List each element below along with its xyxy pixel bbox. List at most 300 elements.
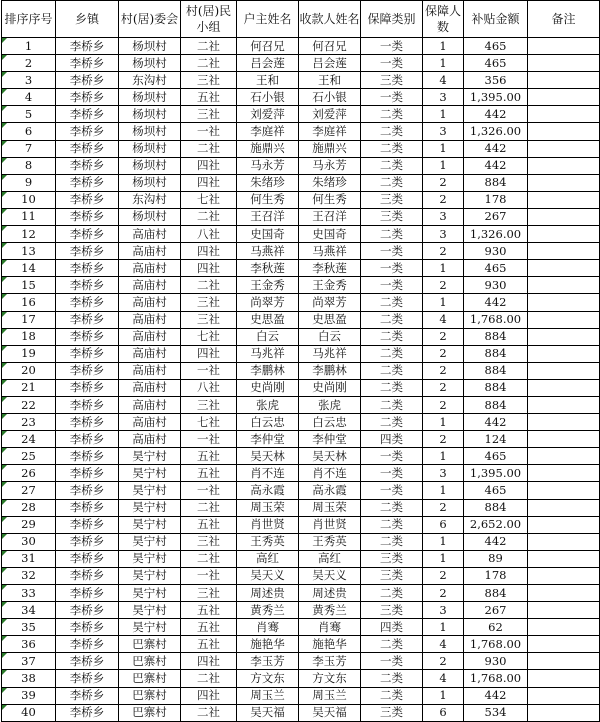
cell-township: 李桥乡: [56, 345, 119, 362]
cell-payee: 王金秀: [299, 277, 361, 294]
header-col-group: 村(居)民小组: [181, 1, 237, 38]
cell-township: 李桥乡: [56, 465, 119, 482]
cell-group: 二社: [181, 38, 237, 55]
cell-group: 五社: [181, 448, 237, 465]
cell-group: 二社: [181, 140, 237, 157]
cell-group: 三社: [181, 396, 237, 413]
cell-payee: 王秀英: [299, 533, 361, 550]
cell-amount: 534: [464, 704, 528, 721]
header-col-amount: 补贴金额: [464, 1, 528, 38]
cell-payee: 王召洋: [299, 208, 361, 225]
cell-village: 高庙村: [119, 362, 181, 379]
cell-group: 一社: [181, 567, 237, 584]
cell-amount: 884: [464, 499, 528, 516]
subsidy-table: [1, 0, 600, 722]
cell-count: 1: [423, 687, 464, 704]
cell-count: 1: [423, 294, 464, 311]
cell-seq: 5: [2, 106, 56, 123]
cell-category: 二类: [361, 123, 423, 140]
cell-count: 1: [423, 533, 464, 550]
cell-township: 李桥乡: [56, 328, 119, 345]
cell-group: 二社: [181, 704, 237, 721]
cell-village: 高庙村: [119, 260, 181, 277]
cell-amount: 89: [464, 550, 528, 567]
cell-seq: 17: [2, 311, 56, 328]
cell-group: 五社: [181, 89, 237, 106]
cell-count: 2: [423, 277, 464, 294]
cell-group: 四社: [181, 157, 237, 174]
cell-township: 李桥乡: [56, 431, 119, 448]
cell-group: 四社: [181, 243, 237, 260]
cell-group: 一社: [181, 362, 237, 379]
table-row: [2, 345, 600, 362]
cell-category: 二类: [361, 106, 423, 123]
cell-payee: 高永霞: [299, 482, 361, 499]
cell-payee: 马永芳: [299, 157, 361, 174]
cell-amount: 1,768.00: [464, 636, 528, 653]
cell-householder: 肖不连: [237, 465, 299, 482]
cell-payee: 李秋莲: [299, 260, 361, 277]
cell-householder: 石小银: [237, 89, 299, 106]
cell-amount: 1,326.00: [464, 123, 528, 140]
cell-amount: 442: [464, 157, 528, 174]
cell-remark: [528, 533, 600, 550]
cell-group: 七社: [181, 414, 237, 431]
cell-amount: 62: [464, 619, 528, 636]
cell-township: 李桥乡: [56, 362, 119, 379]
cell-amount: 884: [464, 345, 528, 362]
cell-remark: [528, 585, 600, 602]
header-col-householder: 户主姓名: [237, 1, 299, 38]
cell-category: 二类: [361, 311, 423, 328]
cell-payee: 施艳华: [299, 636, 361, 653]
cell-village: 杨坝村: [119, 157, 181, 174]
cell-village: 高庙村: [119, 294, 181, 311]
cell-payee: 李庭祥: [299, 123, 361, 140]
cell-householder: 李玉芳: [237, 653, 299, 670]
cell-group: 四社: [181, 687, 237, 704]
cell-householder: 马永芳: [237, 157, 299, 174]
cell-seq: 33: [2, 585, 56, 602]
cell-payee: 马燕祥: [299, 243, 361, 260]
cell-amount: 442: [464, 533, 528, 550]
cell-seq: 13: [2, 243, 56, 260]
cell-amount: 356: [464, 72, 528, 89]
cell-householder: 方文东: [237, 670, 299, 687]
cell-group: 五社: [181, 465, 237, 482]
cell-amount: 442: [464, 687, 528, 704]
cell-count: 2: [423, 379, 464, 396]
cell-remark: [528, 89, 600, 106]
cell-seq: 32: [2, 567, 56, 584]
cell-township: 李桥乡: [56, 226, 119, 243]
cell-householder: 何生秀: [237, 191, 299, 208]
cell-group: 二社: [181, 55, 237, 72]
cell-householder: 高永霞: [237, 482, 299, 499]
cell-category: 三类: [361, 550, 423, 567]
cell-township: 李桥乡: [56, 157, 119, 174]
table-row: [2, 226, 600, 243]
cell-group: 七社: [181, 191, 237, 208]
cell-village: 高庙村: [119, 277, 181, 294]
cell-payee: 刘爱萍: [299, 106, 361, 123]
cell-count: 1: [423, 448, 464, 465]
cell-payee: 尚翠芳: [299, 294, 361, 311]
cell-count: 3: [423, 123, 464, 140]
cell-group: 二社: [181, 277, 237, 294]
table-row: [2, 499, 600, 516]
cell-amount: 178: [464, 567, 528, 584]
cell-count: 1: [423, 619, 464, 636]
cell-village: 杨坝村: [119, 140, 181, 157]
cell-village: 杨坝村: [119, 38, 181, 55]
cell-group: 五社: [181, 516, 237, 533]
cell-householder: 周玉兰: [237, 687, 299, 704]
cell-householder: 吴天义: [237, 567, 299, 584]
cell-category: 一类: [361, 653, 423, 670]
cell-seq: 21: [2, 379, 56, 396]
cell-village: 巴寨村: [119, 636, 181, 653]
cell-remark: [528, 499, 600, 516]
cell-village: 杨坝村: [119, 174, 181, 191]
cell-seq: 10: [2, 191, 56, 208]
cell-payee: 肖骞: [299, 619, 361, 636]
cell-seq: 2: [2, 55, 56, 72]
cell-count: 4: [423, 636, 464, 653]
table-row: [2, 516, 600, 533]
cell-village: 东沟村: [119, 191, 181, 208]
cell-payee: 白云: [299, 328, 361, 345]
cell-township: 李桥乡: [56, 499, 119, 516]
cell-village: 昊宁村: [119, 567, 181, 584]
cell-householder: 刘爱萍: [237, 106, 299, 123]
cell-village: 巴寨村: [119, 704, 181, 721]
cell-remark: [528, 670, 600, 687]
cell-township: 李桥乡: [56, 516, 119, 533]
header-col-seq: 排序序号: [2, 1, 56, 38]
table-row: [2, 585, 600, 602]
table-row: [2, 602, 600, 619]
cell-count: 1: [423, 157, 464, 174]
cell-group: 四社: [181, 345, 237, 362]
cell-count: 2: [423, 191, 464, 208]
cell-count: 2: [423, 243, 464, 260]
table-row: [2, 140, 600, 157]
cell-count: 2: [423, 585, 464, 602]
cell-township: 李桥乡: [56, 260, 119, 277]
header-col-village: 村(居)委会: [119, 1, 181, 38]
cell-amount: 930: [464, 653, 528, 670]
cell-remark: [528, 226, 600, 243]
cell-amount: 465: [464, 482, 528, 499]
cell-category: 三类: [361, 191, 423, 208]
cell-count: 2: [423, 567, 464, 584]
cell-group: 八社: [181, 379, 237, 396]
cell-count: 2: [423, 345, 464, 362]
cell-township: 李桥乡: [56, 704, 119, 721]
cell-seq: 20: [2, 362, 56, 379]
cell-village: 杨坝村: [119, 106, 181, 123]
cell-householder: 肖骞: [237, 619, 299, 636]
table-row: [2, 465, 600, 482]
cell-seq: 30: [2, 533, 56, 550]
cell-category: 一类: [361, 38, 423, 55]
cell-category: 三类: [361, 208, 423, 225]
cell-seq: 8: [2, 157, 56, 174]
cell-village: 东沟村: [119, 72, 181, 89]
cell-township: 李桥乡: [56, 311, 119, 328]
cell-village: 昊宁村: [119, 533, 181, 550]
cell-category: 一类: [361, 89, 423, 106]
cell-township: 李桥乡: [56, 191, 119, 208]
cell-amount: 465: [464, 38, 528, 55]
table-row: [2, 106, 600, 123]
cell-township: 李桥乡: [56, 277, 119, 294]
cell-seq: 38: [2, 670, 56, 687]
cell-count: 2: [423, 499, 464, 516]
cell-category: 一类: [361, 482, 423, 499]
cell-amount: 442: [464, 294, 528, 311]
cell-payee: 肖不连: [299, 465, 361, 482]
cell-township: 李桥乡: [56, 106, 119, 123]
table-row: [2, 174, 600, 191]
cell-seq: 36: [2, 636, 56, 653]
cell-householder: 何召兄: [237, 38, 299, 55]
cell-village: 昊宁村: [119, 602, 181, 619]
cell-payee: 马兆祥: [299, 345, 361, 362]
cell-group: 五社: [181, 619, 237, 636]
table-row: [2, 619, 600, 636]
cell-group: 三社: [181, 294, 237, 311]
cell-payee: 肖世贤: [299, 516, 361, 533]
table-row: [2, 567, 600, 584]
cell-householder: 肖世贤: [237, 516, 299, 533]
cell-seq: 31: [2, 550, 56, 567]
cell-remark: [528, 260, 600, 277]
cell-count: 1: [423, 414, 464, 431]
cell-village: 杨坝村: [119, 208, 181, 225]
cell-payee: 朱绪珍: [299, 174, 361, 191]
cell-seq: 9: [2, 174, 56, 191]
cell-amount: 2,652.00: [464, 516, 528, 533]
cell-amount: 930: [464, 277, 528, 294]
cell-remark: [528, 431, 600, 448]
cell-village: 高庙村: [119, 311, 181, 328]
cell-township: 李桥乡: [56, 670, 119, 687]
cell-householder: 尚翠芳: [237, 294, 299, 311]
table-body: [2, 38, 600, 722]
cell-remark: [528, 567, 600, 584]
cell-category: 二类: [361, 345, 423, 362]
cell-remark: [528, 345, 600, 362]
cell-amount: 884: [464, 328, 528, 345]
cell-remark: [528, 106, 600, 123]
cell-township: 李桥乡: [56, 687, 119, 704]
cell-householder: 李秋莲: [237, 260, 299, 277]
cell-group: 五社: [181, 602, 237, 619]
cell-payee: 石小银: [299, 89, 361, 106]
cell-count: 2: [423, 431, 464, 448]
table-row: [2, 328, 600, 345]
cell-township: 李桥乡: [56, 619, 119, 636]
cell-amount: 442: [464, 140, 528, 157]
cell-seq: 4: [2, 89, 56, 106]
cell-count: 3: [423, 208, 464, 225]
cell-amount: 267: [464, 208, 528, 225]
table-row: [2, 379, 600, 396]
cell-township: 李桥乡: [56, 89, 119, 106]
table-row: [2, 208, 600, 225]
cell-township: 李桥乡: [56, 585, 119, 602]
table-row: [2, 72, 600, 89]
cell-householder: 周玉荣: [237, 499, 299, 516]
cell-remark: [528, 328, 600, 345]
cell-householder: 李庭祥: [237, 123, 299, 140]
cell-householder: 史国奇: [237, 226, 299, 243]
cell-category: 二类: [361, 140, 423, 157]
table-row: [2, 431, 600, 448]
table-row: [2, 294, 600, 311]
cell-group: 五社: [181, 636, 237, 653]
cell-seq: 19: [2, 345, 56, 362]
table-row: [2, 157, 600, 174]
cell-count: 1: [423, 38, 464, 55]
cell-category: 二类: [361, 499, 423, 516]
cell-group: 三社: [181, 311, 237, 328]
cell-remark: [528, 123, 600, 140]
cell-payee: 史尚刚: [299, 379, 361, 396]
table-row: [2, 448, 600, 465]
cell-village: 杨坝村: [119, 123, 181, 140]
cell-payee: 黄秀兰: [299, 602, 361, 619]
cell-amount: 124: [464, 431, 528, 448]
cell-payee: 何生秀: [299, 191, 361, 208]
cell-count: 1: [423, 260, 464, 277]
table-row: [2, 482, 600, 499]
cell-category: 三类: [361, 567, 423, 584]
cell-group: 七社: [181, 328, 237, 345]
cell-amount: 178: [464, 191, 528, 208]
cell-remark: [528, 379, 600, 396]
cell-category: 二类: [361, 687, 423, 704]
cell-amount: 930: [464, 243, 528, 260]
cell-village: 高庙村: [119, 243, 181, 260]
cell-group: 三社: [181, 106, 237, 123]
cell-group: 八社: [181, 226, 237, 243]
cell-category: 四类: [361, 619, 423, 636]
cell-amount: 884: [464, 362, 528, 379]
cell-seq: 40: [2, 704, 56, 721]
cell-seq: 7: [2, 140, 56, 157]
cell-householder: 吴天林: [237, 448, 299, 465]
cell-count: 1: [423, 550, 464, 567]
cell-seq: 39: [2, 687, 56, 704]
cell-householder: 高红: [237, 550, 299, 567]
cell-householder: 施鼎兴: [237, 140, 299, 157]
cell-payee: 吴天义: [299, 567, 361, 584]
cell-category: 三类: [361, 704, 423, 721]
cell-seq: 34: [2, 602, 56, 619]
cell-remark: [528, 602, 600, 619]
cell-remark: [528, 687, 600, 704]
cell-group: 一社: [181, 123, 237, 140]
cell-count: 1: [423, 140, 464, 157]
cell-count: 2: [423, 328, 464, 345]
cell-township: 李桥乡: [56, 448, 119, 465]
cell-remark: [528, 174, 600, 191]
table-row: [2, 533, 600, 550]
cell-category: 一类: [361, 55, 423, 72]
cell-village: 高庙村: [119, 379, 181, 396]
table-row: [2, 123, 600, 140]
cell-township: 李桥乡: [56, 294, 119, 311]
cell-payee: 吴天福: [299, 704, 361, 721]
cell-remark: [528, 653, 600, 670]
cell-count: 2: [423, 362, 464, 379]
cell-seq: 24: [2, 431, 56, 448]
cell-remark: [528, 208, 600, 225]
cell-category: 三类: [361, 602, 423, 619]
cell-remark: [528, 448, 600, 465]
cell-amount: 884: [464, 379, 528, 396]
cell-seq: 11: [2, 208, 56, 225]
table-row: [2, 636, 600, 653]
cell-amount: 465: [464, 448, 528, 465]
cell-group: 二社: [181, 208, 237, 225]
table-row: [2, 414, 600, 431]
cell-village: 昊宁村: [119, 619, 181, 636]
cell-amount: 884: [464, 174, 528, 191]
cell-amount: 1,768.00: [464, 311, 528, 328]
header-col-count: 保障人数: [423, 1, 464, 38]
cell-payee: 何召兄: [299, 38, 361, 55]
cell-group: 二社: [181, 670, 237, 687]
cell-category: 二类: [361, 585, 423, 602]
cell-amount: 1,395.00: [464, 465, 528, 482]
cell-seq: 16: [2, 294, 56, 311]
cell-householder: 王金秀: [237, 277, 299, 294]
cell-village: 昊宁村: [119, 550, 181, 567]
cell-payee: 施鼎兴: [299, 140, 361, 157]
cell-township: 李桥乡: [56, 414, 119, 431]
cell-group: 四社: [181, 653, 237, 670]
cell-householder: 马燕祥: [237, 243, 299, 260]
cell-amount: 442: [464, 414, 528, 431]
table-row: [2, 38, 600, 55]
cell-householder: 白云忠: [237, 414, 299, 431]
cell-group: 三社: [181, 72, 237, 89]
cell-township: 李桥乡: [56, 123, 119, 140]
cell-payee: 王和: [299, 72, 361, 89]
cell-category: 二类: [361, 636, 423, 653]
cell-remark: [528, 38, 600, 55]
cell-householder: 李鹏林: [237, 362, 299, 379]
cell-village: 昊宁村: [119, 482, 181, 499]
cell-payee: 李玉芳: [299, 653, 361, 670]
cell-householder: 王召洋: [237, 208, 299, 225]
cell-seq: 14: [2, 260, 56, 277]
cell-householder: 张虎: [237, 396, 299, 413]
cell-remark: [528, 516, 600, 533]
cell-remark: [528, 157, 600, 174]
cell-householder: 白云: [237, 328, 299, 345]
cell-count: 3: [423, 465, 464, 482]
cell-township: 李桥乡: [56, 38, 119, 55]
cell-category: 二类: [361, 157, 423, 174]
cell-remark: [528, 140, 600, 157]
cell-seq: 18: [2, 328, 56, 345]
header-col-category: 保障类别: [361, 1, 423, 38]
